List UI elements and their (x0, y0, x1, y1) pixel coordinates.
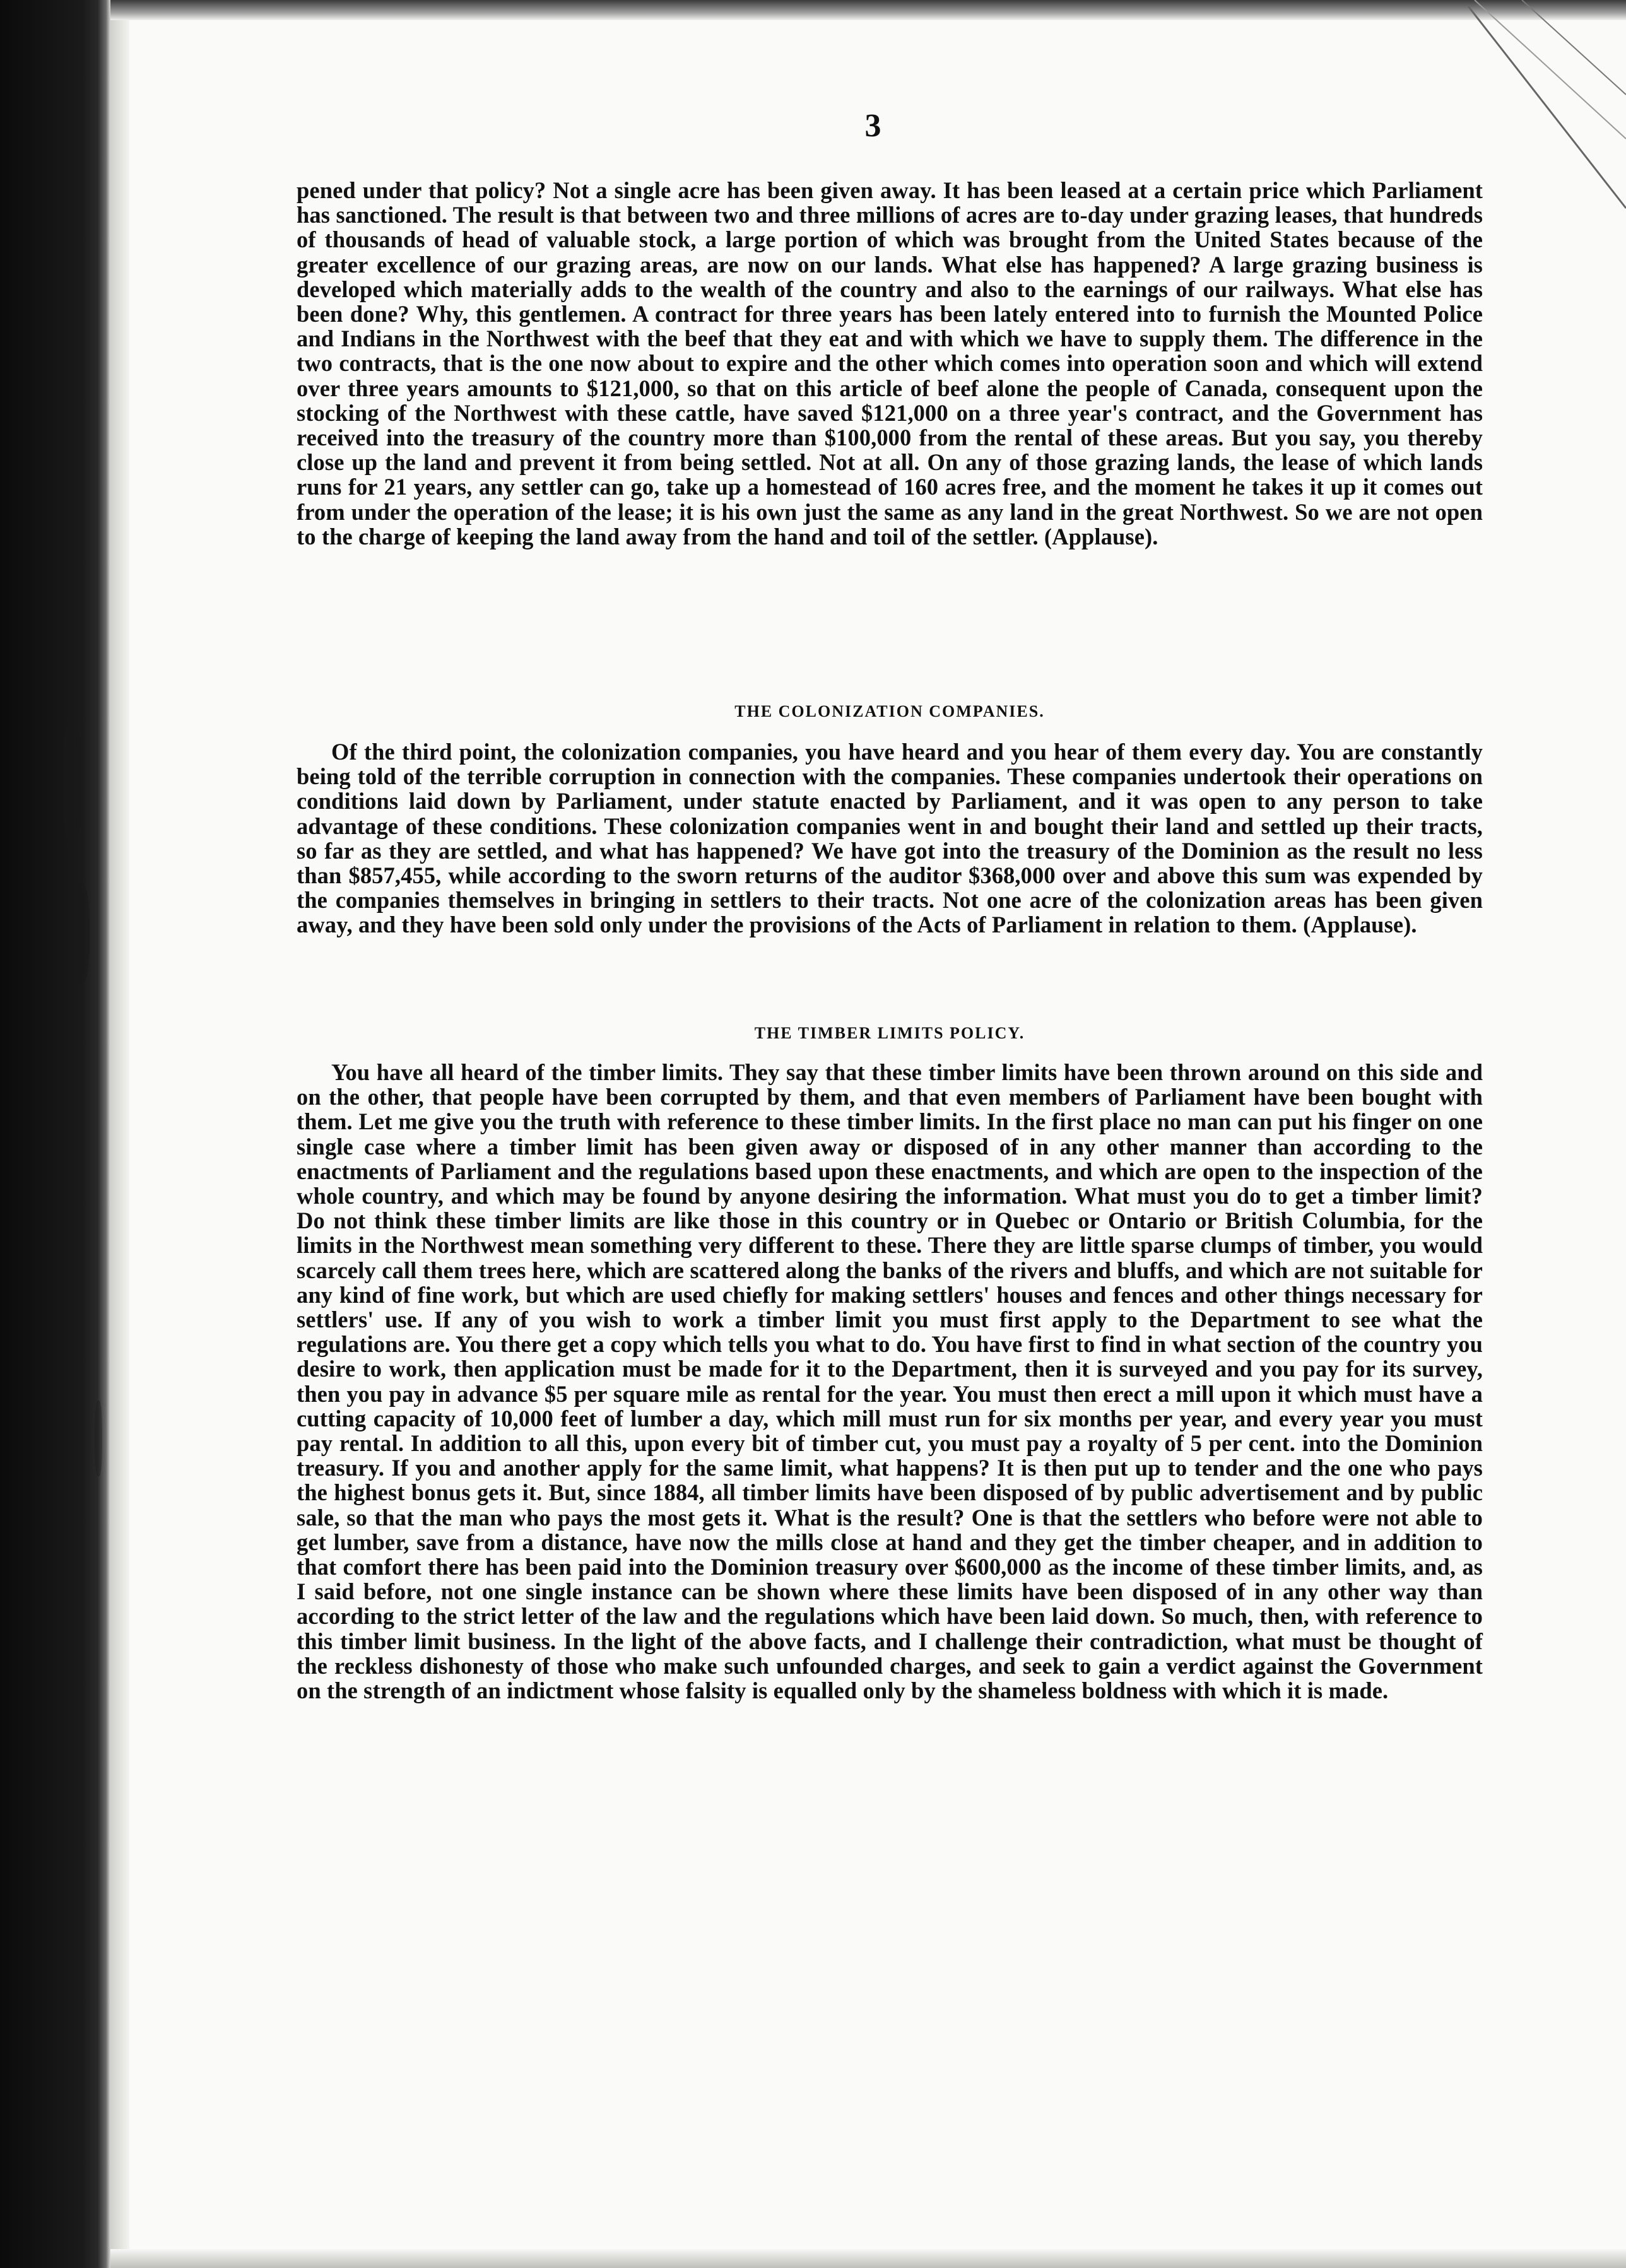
section-3-body (297, 1060, 1483, 1703)
paragraph: Of the third point, the colonization companies, you have heard and you hear of them every day. You are constantly being told of the terrible corruption in connection with the companies. These companies undertook their operations on conditions laid down by Parliament, under statute enacted by Parliament, and it was open to any person to take advantage of these conditions. These colonization companies went in and bought their land and settled up their tracts, so far as they are settled, and what has happened? We have got into the treasury of the Dominion as the result no less than $857,455, while according to the sworn returns of the auditor $368,000 over and above this sum was expended by the companies themselves in bringing in settlers to their tracts. Not one acre of the colonization areas has been given away, and they have been sold only under the provisions of the Acts of Parliament in relation to them. (Applause). (297, 739, 1483, 938)
binding-smudge (95, 1401, 102, 1476)
scan-bottom-edge (110, 2249, 1626, 2268)
book-binding-edge (0, 0, 110, 2268)
binding-smudge (69, 883, 90, 984)
page-number: 3 (864, 108, 881, 144)
section-1-body (297, 178, 1483, 549)
scan-top-edge (110, 0, 1626, 20)
binding-shadow (110, 0, 129, 2268)
binding-smudge (63, 713, 81, 852)
section-heading-colonization: THE COLONIZATION COMPANIES. (734, 702, 1045, 720)
paragraph: pened under that policy? Not a single acre has been given away. It has been leased at a certain price which Parliament has sanctioned. The result is that between two and three millions of acres are to-day under grazing leases, that hundreds of thousands of head of valuable stock, a large portion of which was brought from the United States because of the greater excellence of our grazing areas, are now on our lands. What else has happened? A large grazing business is developed which materially adds to the wealth of the country and also to the earnings of our railways. What else has been done? Why, this gentlemen. A contract for three years has been lately entered into to furnish the Mounted Police and Indians in the Northwest with the beef that they eat and with which we have to supply them. The difference in the two contracts, that is the one now about to expire and the other which comes into operation soon and which will extend over three years amounts to $121,000, so that on this article of beef alone the people of Canada, consequent upon the stocking of the Northwest with these cattle, have saved $121,000 on a three year's contract, and the Government has received into the treasury of the country more than $100,000 from the rental of these areas. But you say, you thereby close up the land and prevent it from being settled. Not at all. On any of those grazing lands, the lease of which lands runs for 21 years, any settler can go, take up a homestead of 160 acres free, and the moment he takes it up it comes out from under the operation of the lease; it is his own just the same as any land in the great Northwest. So we are not open to the charge of keeping the land away from the hand and toil of the settler. (Applause). (297, 177, 1483, 549)
paragraph: You have all heard of the timber limits. They say that these timber limits have been thrown around on this side and on the other, that people have been corrupted by them, and that even members of Parliament have been bought with them. Let me give you the truth with reference to these timber limits. In the first place no man can put his finger on one single case where a timber limit has been given away or disposed of in any other manner than according to the enactments of Parliament and the regulations based upon these enactments, and which are open to the inspection of the whole country, and which may be found by anyone desiring the information. What must you do to get a timber limit? Do not think these timber limits are like those in this country or in Quebec or Ontario or British Columbia, for the limits in the Northwest mean something very different to these. There they are little sparse clumps of timber, you would scarcely call them trees here, which are scattered along the banks of the rivers and bluffs, and which are not suitable for any kind of fine work, but which are used chiefly for making settlers' houses and fences and other things necessary for settlers' use. If any of you wish to work a timber limit you must first apply to the Department to see what the regulations are. You there get a copy which tells you what to do. You have first to find in what section of the country you desire to work, then application must be made for it to the Department, then it is surveyed and you pay for its survey, then you pay in advance $5 per square mile as rental for the year. You must then erect a mill upon it which must have a cutting capacity of 10,000 feet of lumber a day, which mill must run for six months per year, and every year you must pay rental. In addition to all this, upon every bit of timber cut, you must pay a royalty of 5 per cent. into the Dominion treasury. If you and another apply for the same limit, what happens? It is then put up to tender and the one who pays the highest bonus gets it. But, since 1884, all timber limits have been disposed of by public advertisement and by public sale, so that the man who pays the most gets it. What is the result? One is that the settlers who before were not able to get lumber, save from a distance, have now the mills close at hand and they get the timber cheaper, and in addition to that comfort there has been paid into the Dominion treasury over $600,000 as the income of these timber limits, and, as I said before, not one single instance can be shown where these limits have been disposed of in any other way than according to the strict letter of the law and the regulations which have been laid down. So much, then, with reference to this timber limit business. In the light of the above facts, and I challenge their contradiction, what must be thought of the reckless dishonesty of those who make such unfounded charges, and seek to gain a verdict against the Government on the strength of an indictment whose falsity is equalled only by the shameless boldness with which it is made. (297, 1059, 1483, 1704)
section-2-body (297, 739, 1483, 937)
section-heading-timber-limits: THE TIMBER LIMITS POLICY. (754, 1024, 1025, 1042)
